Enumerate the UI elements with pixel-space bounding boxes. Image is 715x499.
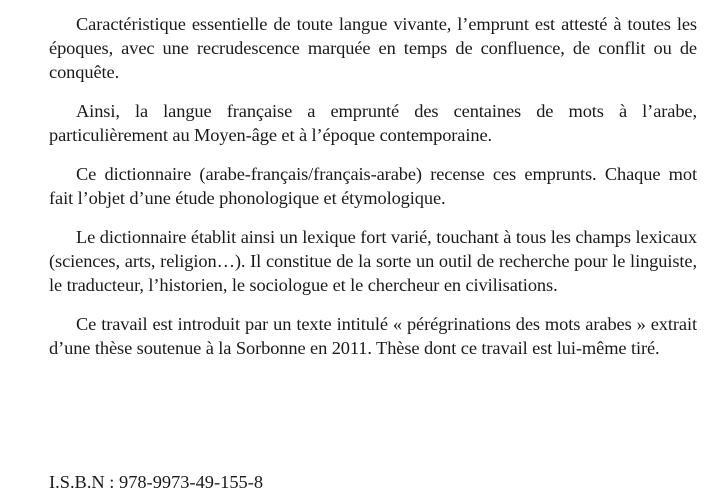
paragraph-dictionary-scope: Ce dictionnaire (arabe-français/français-arabe) recense ces emprunts. Chaque mot fait l’objet d’une étude phonologique et étymologique. <box>49 164 697 208</box>
document-body <box>49 12 697 375</box>
isbn-number: I.S.B.N : 978-9973-49-155-8 <box>49 472 264 492</box>
paragraph-thesis-origin: Ce travail est introduit par un texte intitulé « pérégrinations des mots arabes » extrait d’une thèse soutenue à la Sorbonne en 2011. Thèse dont ce travail est lui-même tiré. <box>49 314 697 358</box>
paragraph-french-arabic-loans: Ainsi, la langue française a emprunté des centaines de mots à l’arabe, particulièrement au Moyen-âge et à l’époque contemporaine. <box>49 101 697 145</box>
paragraph-lexicon-description: Le dictionnaire établit ainsi un lexique fort varié, touchant à tous les champs lexicaux (sciences, arts, religion…). Il constitue de la sorte un outil de recherche pour le linguiste, le traducteur, l’historien, le sociologue et le chercheur en civilisations. <box>49 227 697 295</box>
paragraph-borrowing-intro: Caractéristique essentielle de toute langue vivante, l’emprunt est attesté à toutes les époques, avec une recrudescence marquée en temps de confluence, de conflit ou de conquête. <box>49 14 697 82</box>
